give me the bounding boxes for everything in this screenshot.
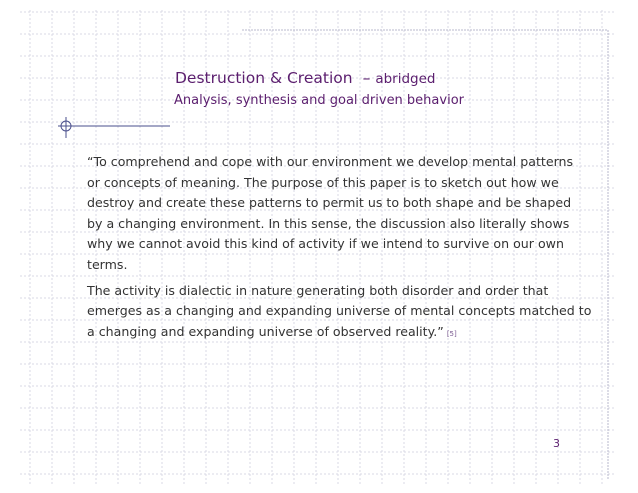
slide-subtitle: Analysis, synthesis and goal driven behavior <box>174 93 464 108</box>
text-line: a changing and expanding universe of observed reality.” <box>87 323 444 339</box>
title-dash: – <box>362 69 371 87</box>
text-line: emerges as a changing and expanding universe of mental concepts matched to <box>87 303 592 319</box>
text-line: or concepts of meaning. The purpose of this paper is to sketch out how we <box>87 174 559 190</box>
text-line: destroy and create these patterns to permit us to both shape and be shaped <box>87 195 572 211</box>
page-number: 3 <box>553 437 560 450</box>
text-line: The activity is dialectic in nature generating both disorder and order that <box>87 282 549 298</box>
slide-title <box>175 69 435 87</box>
text-line: why we cannot avoid this kind of activity if we intend to survive on our own <box>87 236 564 252</box>
text-line: by a changing environment. In this sense, the discussion also literally shows <box>87 215 570 231</box>
text-line: “To comprehend and cope with our environment we develop mental patterns <box>87 154 574 169</box>
paragraph-2 <box>87 281 607 345</box>
body-text <box>87 152 607 349</box>
crosshair-icon <box>58 117 170 139</box>
citation: [5] <box>446 329 457 338</box>
text-line: terms. <box>87 256 128 272</box>
title-suffix: abridged <box>375 71 436 87</box>
paragraph-1 <box>87 152 607 276</box>
title-main: Destruction & Creation <box>175 69 353 87</box>
